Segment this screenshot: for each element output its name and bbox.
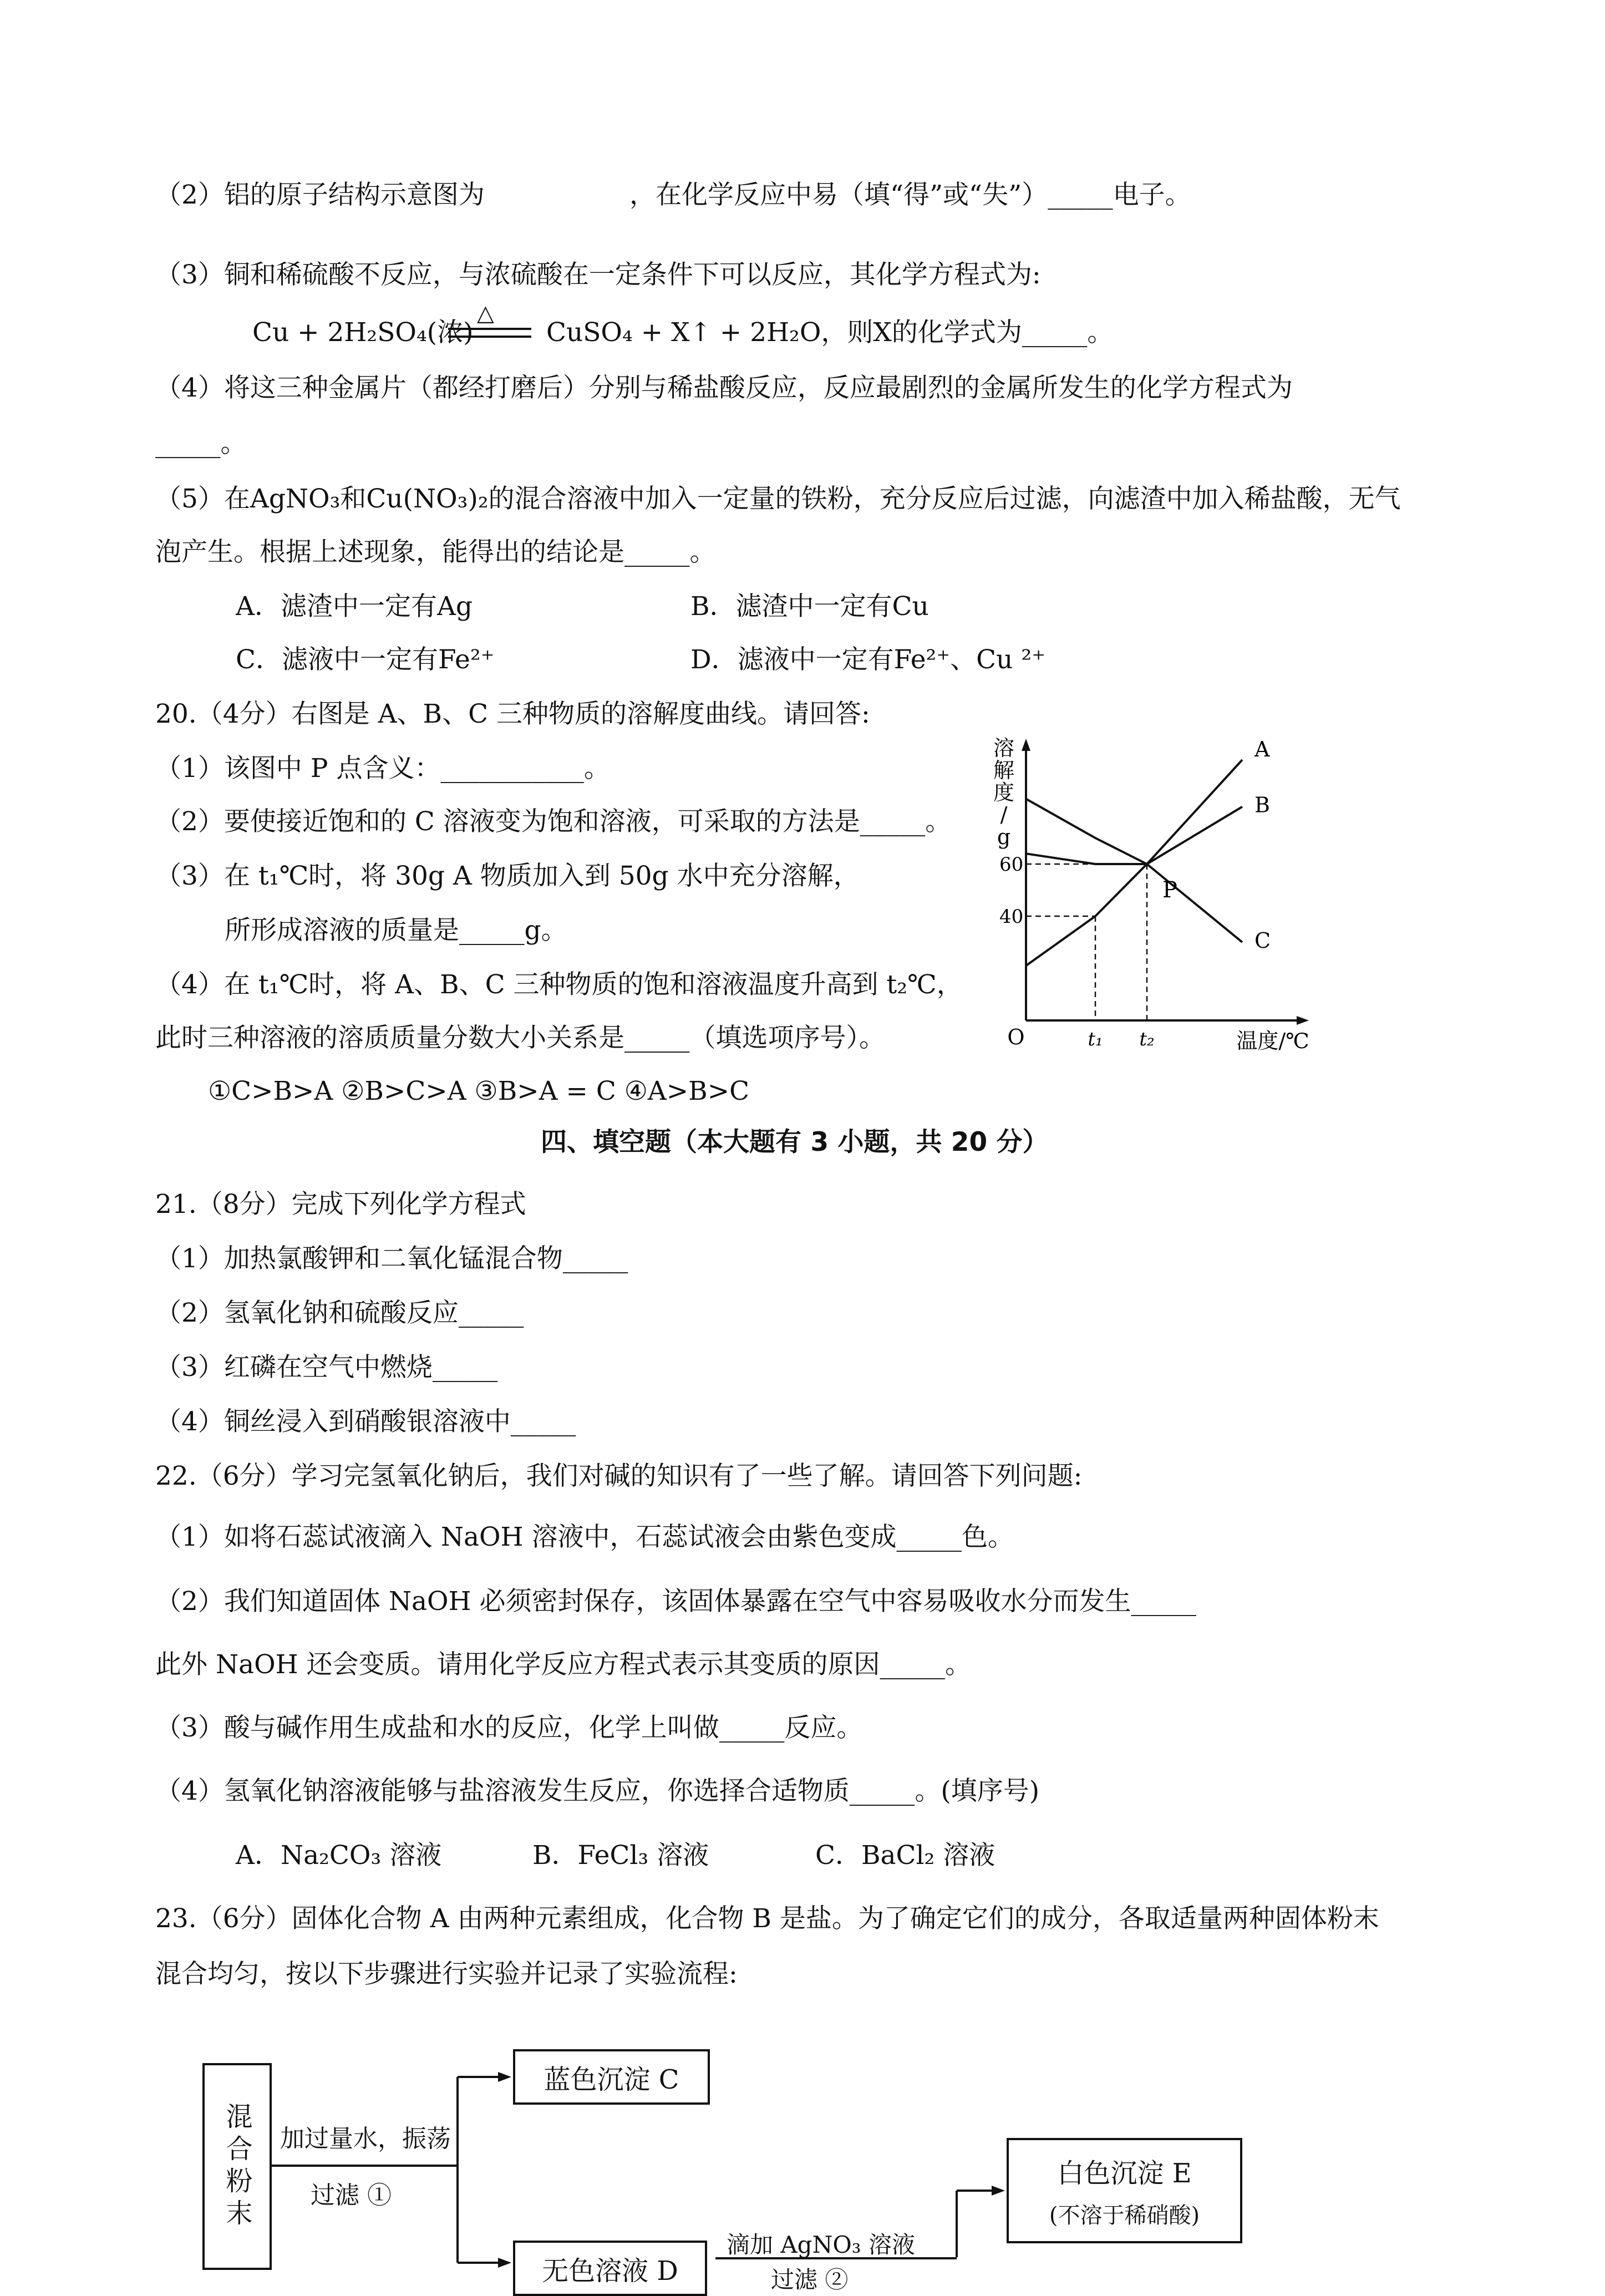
blue-precipitate-label: 蓝色沉淀 C — [544, 2064, 679, 2095]
curve-label-A: A — [1254, 737, 1270, 761]
x-axis-label: 温度/℃ — [1236, 1029, 1309, 1053]
curve-C — [1026, 799, 1242, 943]
q19-option-a: A．滤渣中一定有Ag — [236, 591, 473, 622]
reaction-condition-arrow — [448, 302, 531, 349]
mixed-powder-label: 混合粉末 — [221, 2102, 252, 2231]
mixed-powder-box — [202, 2063, 272, 2270]
step2-line — [715, 2257, 957, 2259]
y-axis-label-char: / — [1000, 802, 1008, 827]
q19-part4-a: （4）将这三种金属片（都经打磨后）分别与稀盐酸反应，反应最剧烈的金属所发生的化学方程式为 — [155, 373, 1293, 403]
y-tick-label: 60 — [999, 854, 1024, 876]
y-axis-arrowhead — [1022, 739, 1030, 751]
q19-part5-a: （5）在AgNO₃和Cu(NO₃)₂的混合溶液中加入一定量的铁粉，充分反应后过滤，向滤渣中加入稀盐酸，无气 — [155, 484, 1401, 514]
q22-sub2-b: 此外 NaOH 还会变质。请用化学反应方程式表示其变质的原因_____。 — [155, 1649, 972, 1680]
q22-sub3: （3）酸与碱作用生成盐和水的反应，化学上叫做_____反应。 — [155, 1713, 863, 1743]
q20-sub4-a: （4）在 t₁℃时，将 A、B、C 三种物质的饱和溶液温度升高到 t₂℃， — [155, 969, 963, 1000]
q19-option-d: D．滤液中一定有Fe²⁺、Cu ²⁺ — [690, 644, 1046, 675]
y-axis-label-char: g — [997, 825, 1011, 849]
curve-B — [1026, 807, 1242, 864]
q22-sub4: （4）氢氧化钠溶液能够与盐溶液发生反应，你选择合适物质_____。(填序号) — [155, 1776, 1040, 1806]
q20-sub3-b: 所形成溶液的质量是_____g。 — [225, 915, 567, 946]
y-axis-label-char: 解 — [993, 758, 1015, 783]
curve-label-C: C — [1254, 928, 1271, 953]
curve-label-B: B — [1254, 793, 1270, 817]
q21-stem: 21.（8分）完成下列化学方程式 — [155, 1189, 526, 1220]
q19-option-c: C．滤液中一定有Fe²⁺ — [236, 644, 495, 675]
step1-label-top: 加过量水，振荡 — [280, 2125, 451, 2153]
q20-stem: 20.（4分）右图是 A、B、C 三种物质的溶解度曲线。请回答: — [155, 699, 870, 729]
experiment-flowchart — [194, 2030, 1303, 2293]
white-precipitate-box — [1007, 2138, 1242, 2243]
q20-sub2: （2）要使接近饱和的 C 溶液变为饱和溶液，可采取的方法是_____。 — [155, 806, 952, 837]
q19-part2-a: （2）铝的原子结构示意图为 — [155, 180, 485, 210]
curve-A — [1026, 760, 1242, 966]
q20-choices: ①C>B>A ②B>C>A ③B>A = C ④A>B>C — [208, 1076, 750, 1106]
colorless-solution-label: 无色溶液 D — [542, 2255, 678, 2287]
step2-label-top: 滴加 AgNO₃ 溶液 — [727, 2231, 915, 2258]
solubility-chart — [993, 732, 1325, 1059]
q19-equation-right: CuSO₄ + X↑ + 2H₂O，则X的化学式为_____。 — [546, 317, 1114, 348]
q19-part5-b: 泡产生。根据上述现象，能得出的结论是_____。 — [155, 537, 716, 567]
q19-part2-b: ，在化学反应中易（填“得”或“失”）_____电子。 — [629, 180, 1191, 210]
x-tick-label: t₁ — [1088, 1028, 1103, 1050]
white-precipitate-note: (不溶于稀硝酸) — [1049, 2203, 1200, 2228]
q19-part4-b: _____。 — [155, 428, 247, 459]
y-axis-label-char: 溶 — [993, 736, 1015, 760]
q21-sub4: （4）铜丝浸入到硝酸银溶液中_____ — [155, 1406, 576, 1437]
q19-part3: （3）铜和稀硫酸不反应，与浓硫酸在一定条件下可以反应，其化学方程式为: — [155, 260, 1041, 290]
q19-option-b: B．滤渣中一定有Cu — [690, 591, 929, 622]
white-precipitate-label: 白色沉淀 E — [1057, 2158, 1192, 2189]
colorless-solution-box — [513, 2241, 707, 2296]
x-axis-arrowhead — [1297, 1016, 1309, 1025]
heat-symbol: △ — [477, 301, 494, 326]
q20-sub4-b: 此时三种溶液的溶质质量分数大小关系是_____（填选项序号）。 — [155, 1023, 885, 1053]
q21-sub3: （3）红磷在空气中燃烧_____ — [155, 1352, 498, 1383]
step1-label-bottom: 过滤 ① — [311, 2181, 392, 2209]
equals-line-bottom — [448, 336, 531, 338]
q22-sub2-a: （2）我们知道固体 NaOH 必须密封保存，该固体暴露在空气中容易吸收水分而发生_____ — [155, 1586, 1196, 1617]
section-heading: 四、填空题（本大题有 3 小题，共 20 分） — [541, 1127, 1049, 1157]
origin-label: O — [1007, 1025, 1025, 1049]
step2-label-bottom: 过滤 ② — [771, 2266, 849, 2293]
q21-sub1: （1）加热氯酸钾和二氧化锰混合物_____ — [155, 1243, 628, 1274]
q20-sub3-a: （3）在 t₁℃时，将 30g A 物质加入到 50g 水中充分溶解， — [155, 861, 860, 891]
equals-line-top — [448, 328, 531, 330]
arrow-to-blue — [498, 2072, 511, 2082]
q22-option-a: A．Na₂CO₃ 溶液 — [236, 1840, 442, 1871]
solubility-chart-svg — [993, 732, 1325, 1059]
arrow-to-colorless — [498, 2258, 511, 2268]
point-p-label: P — [1162, 877, 1177, 903]
q22-sub1: （1）如将石蕊试液滴入 NaOH 溶液中，石蕊试液会由紫色变成_____色。 — [155, 1522, 1014, 1552]
q20-sub1: （1）该图中 P 点含义：___________。 — [155, 753, 610, 784]
y-axis-label-char: 度 — [993, 780, 1015, 805]
q23-stem-a: 23.（6分）固体化合物 A 由两种元素组成，化合物 B 是盐。为了确定它们的成分，各取适量两种固体粉末 — [155, 1903, 1379, 1934]
x-tick-label: t₂ — [1139, 1028, 1155, 1050]
blue-precipitate-box — [513, 2049, 710, 2105]
arrow-to-white — [992, 2186, 1005, 2196]
q19-equation-left: Cu + 2H₂SO₄(浓) — [252, 317, 474, 348]
q22-stem: 22.（6分）学习完氢氧化钠后，我们对碱的知识有了一些了解。请回答下列问题: — [155, 1461, 1083, 1491]
q21-sub2: （2）氢氧化钠和硫酸反应_____ — [155, 1298, 524, 1328]
q23-stem-b: 混合均匀，按以下步骤进行实验并记录了实验流程: — [155, 1959, 738, 1989]
q22-option-b: B．FeCl₃ 溶液 — [532, 1840, 709, 1871]
q22-option-c: C．BaCl₂ 溶液 — [815, 1840, 995, 1871]
y-tick-label: 40 — [999, 906, 1024, 928]
